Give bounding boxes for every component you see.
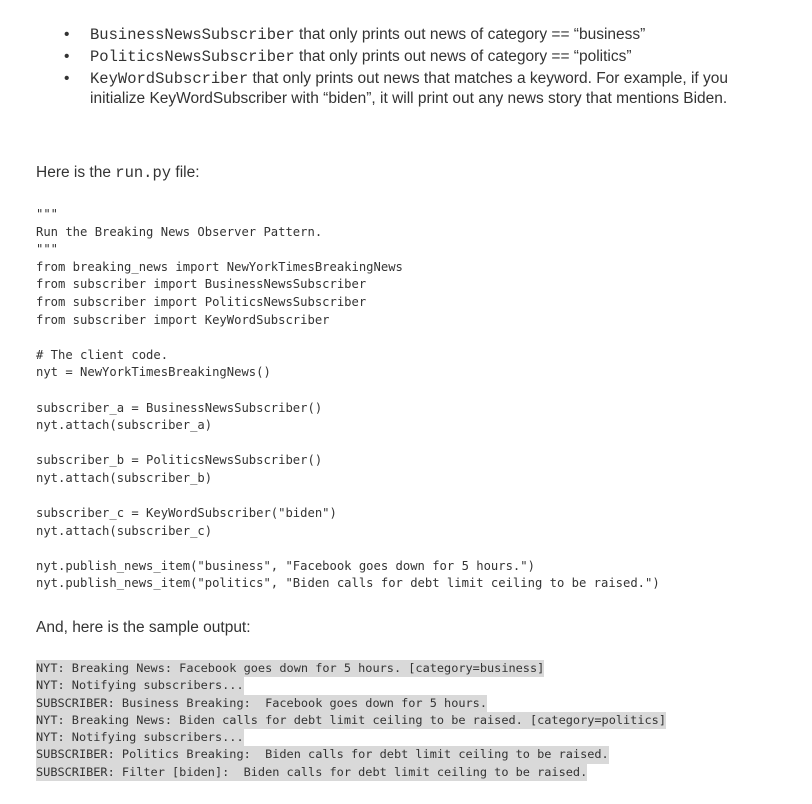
output-line: NYT: Notifying subscribers... [36, 729, 244, 746]
code-line [36, 382, 660, 400]
code-line: from subscriber import KeyWordSubscriber [36, 312, 330, 327]
code-line: from subscriber import PoliticsNewsSubscriber [36, 294, 367, 309]
code-run-file: run.py [115, 164, 172, 182]
bullet-text: that only prints out news that matches a keyword. For example, if you initialize KeyWordSubscriber with “biden”, it will print out any news story that mentions Biden. [90, 70, 729, 107]
code-line: Run the Breaking News Observer Pattern. [36, 224, 323, 239]
bullet-item-keyword [0, 69, 750, 109]
intro-text: Here is the [36, 164, 116, 181]
code-line: nyt.attach(subscriber_a) [36, 418, 213, 433]
code-line: from breaking_news import NewYorkTimesBreakingNews [36, 259, 403, 274]
sample-output-block [36, 660, 666, 781]
code-line [36, 435, 660, 453]
code-line [36, 540, 660, 558]
code-line: """ [36, 207, 59, 221]
output-line: NYT: Notifying subscribers... [36, 677, 244, 694]
bullet-dot: • [64, 26, 70, 43]
bullet-item-politics [0, 47, 750, 67]
code-line: nyt.attach(subscriber_c) [36, 523, 213, 538]
code-line: # The client code. [36, 347, 169, 362]
output-line: SUBSCRIBER: Filter [biden]: Biden calls for debt limit ceiling to be raised. [36, 764, 587, 781]
bullet-text: that only prints out news of category == “business” [294, 26, 646, 43]
code-politics-subscriber: PoliticsNewsSubscriber [90, 48, 295, 66]
code-business-subscriber: BusinessNewsSubscriber [90, 26, 295, 44]
code-line [36, 488, 660, 506]
code-line: nyt.attach(subscriber_b) [36, 470, 213, 485]
output-intro: And, here is the sample output: [36, 619, 251, 636]
code-line: subscriber_b = PoliticsNewsSubscriber() [36, 453, 323, 468]
code-line: nyt = NewYorkTimesBreakingNews() [36, 365, 271, 380]
bullet-item-business [0, 25, 750, 45]
code-line: nyt.publish_news_item("politics", "Biden calls for debt limit ceiling to be raised.") [36, 576, 660, 591]
bullet-dot: • [64, 48, 70, 65]
output-line: NYT: Breaking News: Biden calls for debt limit ceiling to be raised. [category=politics] [36, 712, 666, 729]
bullet-text: that only prints out news of category == “politics” [294, 48, 632, 65]
run-file-intro [36, 163, 200, 183]
output-line: NYT: Breaking News: Facebook goes down for 5 hours. [category=business] [36, 660, 544, 677]
run-py-code-block [36, 206, 660, 593]
code-line: subscriber_a = BusinessNewsSubscriber() [36, 400, 323, 415]
output-line: SUBSCRIBER: Politics Breaking: Biden calls for debt limit ceiling to be raised. [36, 746, 609, 763]
bullet-dot: • [64, 70, 70, 87]
code-line: from subscriber import BusinessNewsSubscriber [36, 277, 367, 292]
output-line: SUBSCRIBER: Business Breaking: Facebook goes down for 5 hours. [36, 695, 487, 712]
code-keyword-subscriber: KeyWordSubscriber [90, 70, 249, 88]
code-line [36, 329, 660, 347]
intro-text: file: [171, 164, 200, 181]
code-line: """ [36, 242, 59, 257]
code-line: nyt.publish_news_item("business", "Facebook goes down for 5 hours.") [36, 558, 535, 573]
code-line: subscriber_c = KeyWordSubscriber("biden") [36, 506, 337, 521]
subscriber-bullet-list [0, 25, 812, 111]
